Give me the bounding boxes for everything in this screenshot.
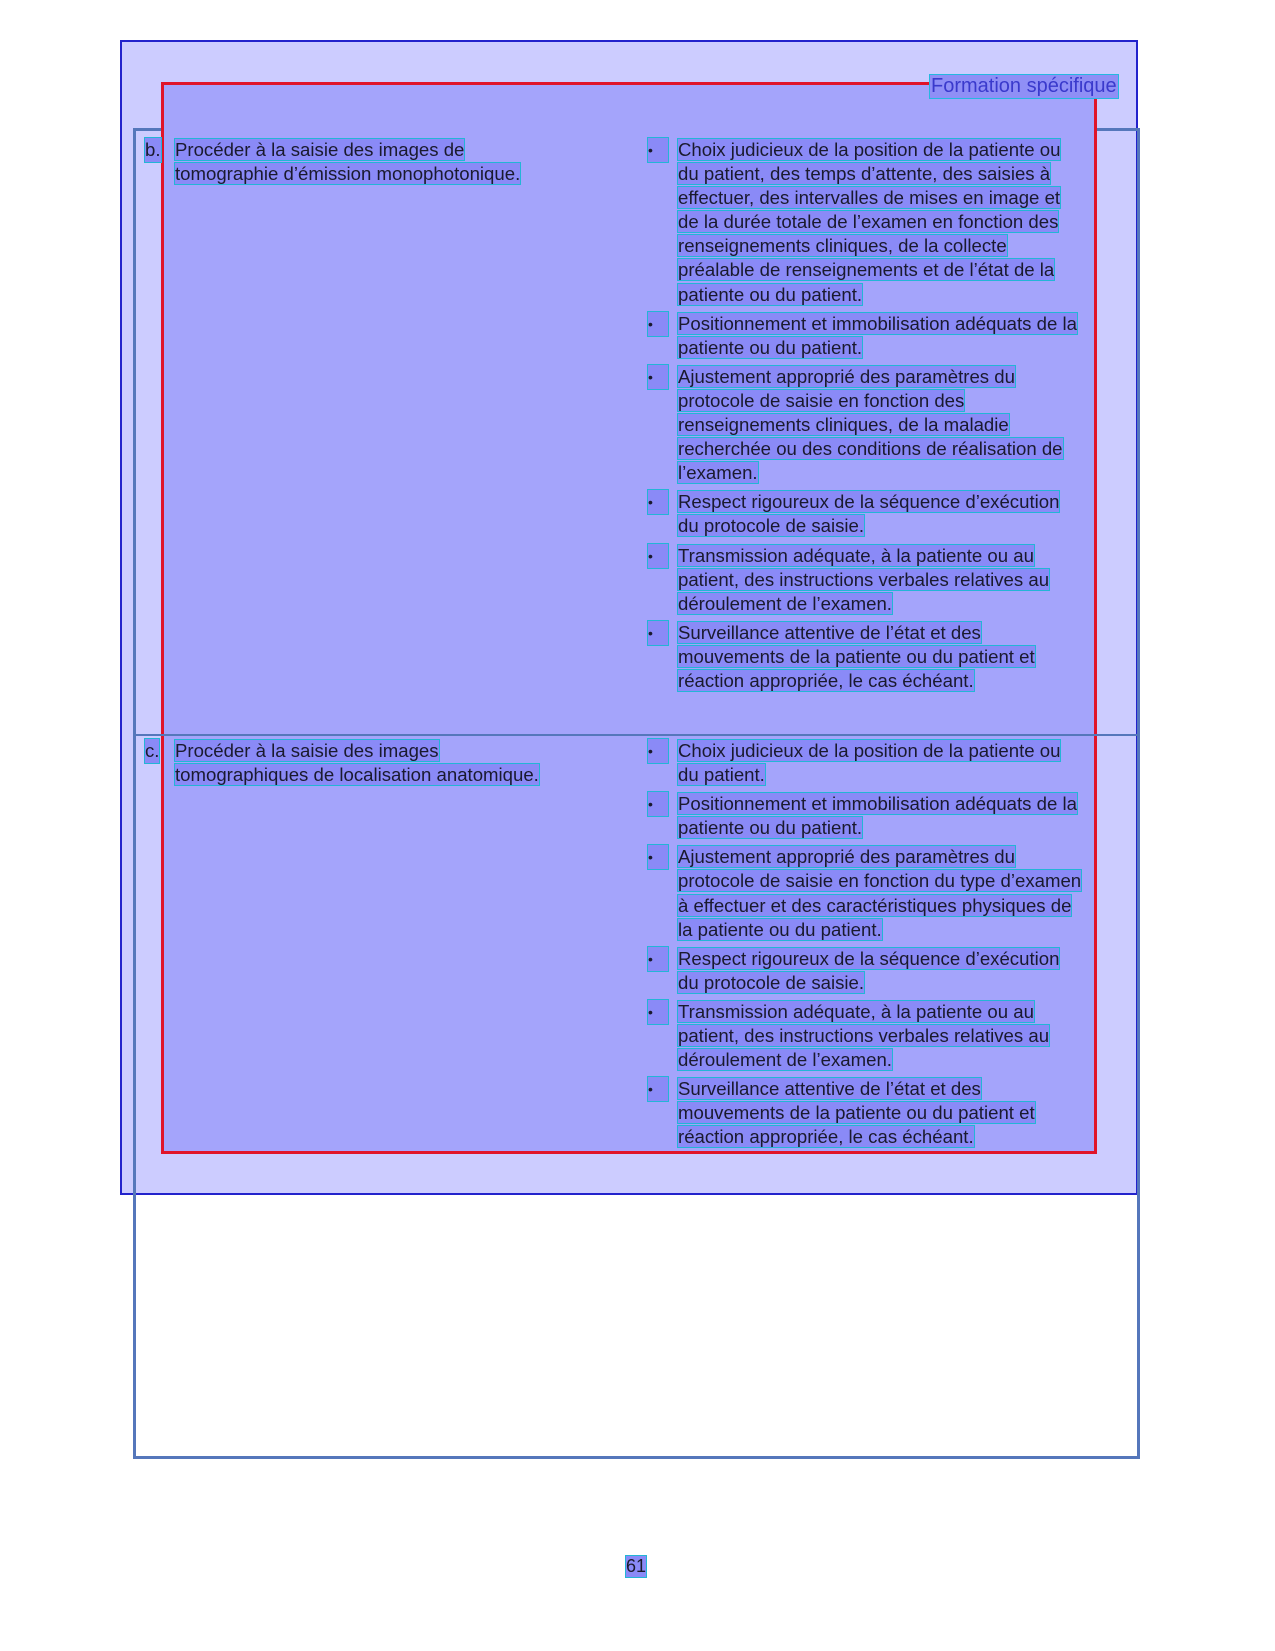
bullet-icon: • bbox=[648, 792, 668, 816]
bullet-icon: • bbox=[648, 739, 668, 763]
section-title: Formation spécifique bbox=[931, 75, 1117, 97]
criterion-line: effectuer, des intervalles de mises en image et bbox=[678, 187, 1061, 209]
bullet-icon: • bbox=[648, 621, 668, 645]
criterion-line: du patient, des temps d’attente, des saisies à bbox=[678, 163, 1051, 185]
criterion-item bbox=[648, 845, 1130, 941]
bullet-icon: • bbox=[648, 1077, 668, 1101]
criterion-line: patient, des instructions verbales relatives au bbox=[678, 1025, 1050, 1047]
step-title-line: Procéder à la saisie des images de bbox=[175, 139, 465, 160]
criterion-line: patiente ou du patient. bbox=[678, 283, 863, 305]
criterion-text bbox=[678, 1077, 1130, 1149]
criterion-line: protocole de saisie en fonction des bbox=[678, 389, 965, 411]
criterion-text bbox=[678, 947, 1130, 995]
criterion-line: Surveillance attentive de l’état et des bbox=[678, 1078, 981, 1100]
bullet-icon: • bbox=[648, 138, 668, 162]
criterion-line: patient, des instructions verbales relatives au bbox=[678, 568, 1050, 590]
criterion-line: renseignements cliniques, de la collecte bbox=[678, 235, 1007, 257]
step-title bbox=[175, 138, 675, 186]
criterion-line: patiente ou du patient. bbox=[678, 817, 863, 839]
criterion-text bbox=[678, 792, 1130, 840]
bullet-icon: • bbox=[648, 845, 668, 869]
criteria-list bbox=[648, 739, 1130, 1155]
criterion-line: renseignements cliniques, de la maladie bbox=[678, 414, 1009, 436]
criterion-line: déroulement de l’examen. bbox=[678, 1049, 892, 1071]
criterion-line: Surveillance attentive de l’état et des bbox=[678, 621, 981, 643]
step-title-line: Procéder à la saisie des images bbox=[175, 740, 439, 761]
bullet-icon: • bbox=[648, 312, 668, 336]
criterion-text bbox=[678, 1000, 1130, 1072]
criterion-line: Respect rigoureux de la séquence d’exécution bbox=[678, 947, 1060, 969]
step-number: c. bbox=[145, 740, 160, 761]
criterion-line: Ajustement approprié des paramètres du bbox=[678, 846, 1015, 868]
criterion-text bbox=[678, 621, 1130, 693]
criterion-line: protocole de saisie en fonction du type d’examen bbox=[678, 870, 1082, 892]
criterion-line: Choix judicieux de la position de la patiente ou bbox=[678, 139, 1061, 160]
criterion-item bbox=[648, 621, 1130, 693]
criterion-item bbox=[648, 1077, 1130, 1149]
bullet-icon: • bbox=[648, 1000, 668, 1024]
criterion-line: Respect rigoureux de la séquence d’exécution bbox=[678, 491, 1060, 513]
criterion-item bbox=[648, 792, 1130, 840]
step-title-line: tomographie d’émission monophotonique. bbox=[175, 163, 521, 184]
criterion-line: Positionnement et immobilisation adéquats de la bbox=[678, 312, 1077, 334]
criterion-text bbox=[678, 138, 1130, 307]
criterion-text bbox=[678, 312, 1130, 360]
criterion-line: la patiente ou du patient. bbox=[678, 918, 882, 940]
criterion-line: Transmission adéquate, à la patiente ou au bbox=[678, 1000, 1034, 1022]
criterion-line: recherchée ou des conditions de réalisation de bbox=[678, 438, 1063, 460]
criterion-line: à effectuer et des caractéristiques physiques de bbox=[678, 894, 1072, 916]
criterion-line: mouvements de la patiente ou du patient et bbox=[678, 645, 1035, 667]
criterion-line: Choix judicieux de la position de la patiente ou bbox=[678, 740, 1061, 761]
criterion-item bbox=[648, 138, 1130, 307]
bullet-icon: • bbox=[648, 490, 668, 514]
criterion-item bbox=[648, 739, 1130, 787]
criterion-text bbox=[678, 544, 1130, 616]
criterion-line: l’examen. bbox=[678, 462, 758, 484]
criterion-line: Transmission adéquate, à la patiente ou au bbox=[678, 544, 1034, 566]
bullet-icon: • bbox=[648, 947, 668, 971]
row-divider bbox=[135, 734, 1138, 736]
bullet-icon: • bbox=[648, 544, 668, 568]
criterion-item bbox=[648, 947, 1130, 995]
criterion-line: Positionnement et immobilisation adéquats de la bbox=[678, 793, 1077, 815]
criterion-text bbox=[678, 845, 1130, 941]
criterion-line: de la durée totale de l’examen en fonction des bbox=[678, 211, 1059, 233]
criterion-line: mouvements de la patiente ou du patient et bbox=[678, 1102, 1035, 1124]
criterion-text bbox=[678, 739, 1130, 787]
criterion-line: préalable de renseignements et de l’état de la bbox=[678, 259, 1055, 281]
criterion-line: patiente ou du patient. bbox=[678, 336, 863, 358]
criterion-line: réaction appropriée, le cas échéant. bbox=[678, 1126, 974, 1148]
criterion-item bbox=[648, 490, 1130, 538]
page-number: 61 bbox=[626, 1556, 647, 1576]
criteria-list bbox=[648, 138, 1130, 698]
step-number: b. bbox=[145, 139, 161, 160]
criterion-line: Ajustement approprié des paramètres du bbox=[678, 365, 1015, 387]
criterion-item bbox=[648, 365, 1130, 485]
criterion-line: du patient. bbox=[678, 764, 765, 786]
criterion-item bbox=[648, 312, 1130, 360]
step-title-line: tomographiques de localisation anatomique. bbox=[175, 764, 539, 785]
criterion-line: du protocole de saisie. bbox=[678, 515, 865, 537]
criterion-line: réaction appropriée, le cas échéant. bbox=[678, 669, 974, 691]
criterion-item bbox=[648, 1000, 1130, 1072]
criterion-line: du protocole de saisie. bbox=[678, 971, 865, 993]
criterion-item bbox=[648, 544, 1130, 616]
criterion-text bbox=[678, 365, 1130, 485]
bullet-icon: • bbox=[648, 365, 668, 389]
criterion-text bbox=[678, 490, 1130, 538]
criterion-line: déroulement de l’examen. bbox=[678, 592, 892, 614]
step-title bbox=[175, 739, 675, 787]
